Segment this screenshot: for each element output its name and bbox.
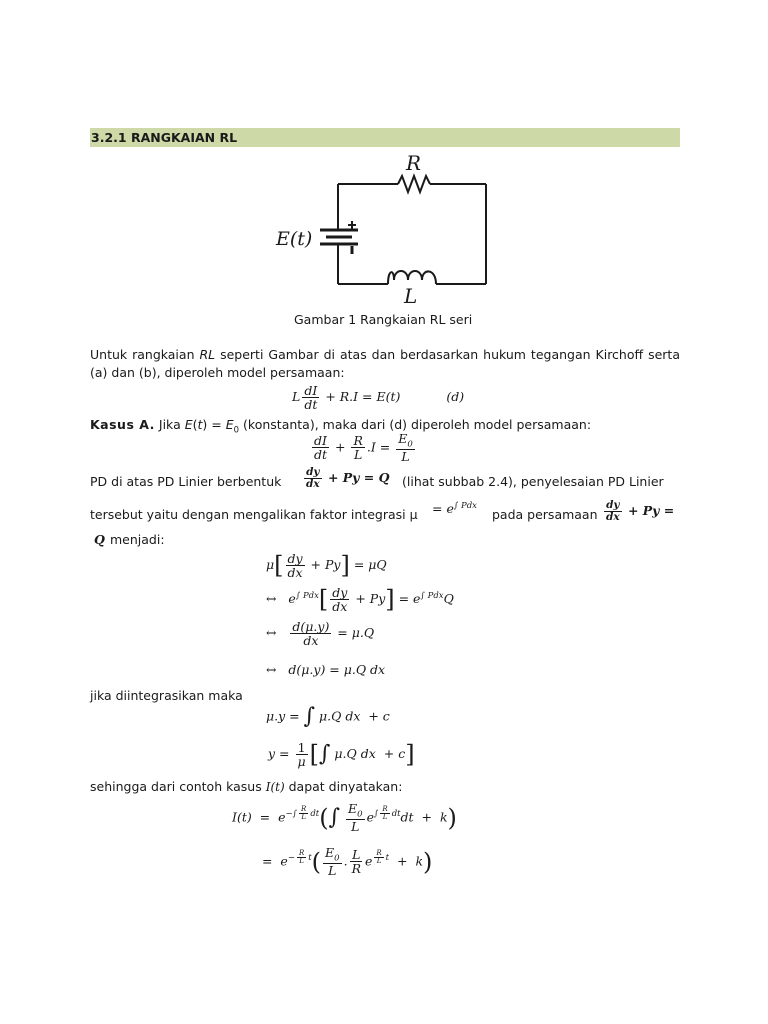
symbol-i-t: I(t) — [265, 780, 285, 794]
pd-line-1-right: (lihat subbab 2.4), penyelesaian PD Linier — [402, 474, 664, 489]
equation-tag: (d) — [446, 389, 465, 405]
label-l: L — [404, 284, 418, 308]
derivation-line-2: ↔ $e^{\int Pdx}$[ $\frac{dy}{dx}$ + $Py] = e^{\int Pdx}Q$ — [266, 585, 454, 615]
text-subscript: 0 — [233, 425, 240, 436]
resistor-symbol — [398, 176, 430, 192]
pd-line-2-mid: pada persamaan — [492, 507, 598, 522]
pd-line-1-left: PD di atas PD Linier berbentuk — [90, 474, 282, 489]
text-run-italic: RL — [199, 347, 216, 362]
figure-caption: Gambar 1 Rangkaian RL seri — [294, 312, 473, 327]
text-run: dapat dinyatakan: — [284, 779, 403, 794]
solution-line-1: $I(t) = e^{-\int \frac{R}{L} dt}(\int$ $\frac{E_0}{L}$ $e^{\int \frac{R}{L} dt}dt + k$) — [232, 801, 457, 835]
pd-form-equation: $\frac{dy}{dx}$ + Py = Q — [306, 466, 390, 491]
integral-line-1: μ.y = ∫ μ.Q dx + c — [266, 704, 390, 729]
text-run: ( — [192, 417, 198, 432]
text-run: (konstanta), maka dari (d) diperoleh model persamaan: — [239, 417, 592, 432]
integration-factor: = $e^{\int Pdx}$ — [432, 501, 477, 517]
text-run: sehingga dari contoh kasus — [90, 779, 266, 794]
section-heading: 3.2.1 RANGKAIAN RL — [90, 128, 680, 147]
kasus-label: Kasus A. — [90, 417, 155, 432]
equation-d: L $\frac{dI}{dt}$ + R.I = E(t) (d) — [292, 383, 465, 413]
paragraph-intro — [90, 346, 680, 382]
rl-circuit-diagram — [270, 150, 500, 310]
equation-kasus-a: $\frac{dI}{dt}$ + $\frac{R}{L}$ .I = $\frac{E_0}{L}$ — [314, 431, 413, 465]
inductor-symbol — [388, 271, 436, 284]
derivation-line-4: ↔ d(μ.y) = μ.Q dx — [266, 662, 386, 677]
text-run-italic: E — [184, 417, 193, 432]
text-run: seperti Gambar di atas dan berdasarkan hukum tegangan Kirchoff serta (a) dan (b), diperoleh model persamaan: — [90, 347, 680, 380]
text-jika: jika diintegrasikan maka — [90, 688, 243, 703]
label-r: R — [406, 151, 422, 175]
solution-line-2: = $e^{- \frac{R}{L} t}$( $\frac{E_0}{L}$ . $\frac{L}{R}$ e $^{\frac{R}{L} t}$ + k) — [262, 845, 433, 879]
pd-form-equation-2: $\frac{dy}{dx}$ + Py = — [606, 499, 675, 524]
text-run: Untuk rangkaian — [90, 347, 200, 362]
derivation-line-3: ↔ $\frac{d(\mu.y)}{dx}$ = μ.Q — [266, 619, 375, 649]
text-run-italic: t — [197, 417, 203, 432]
pd-line-2-left: tersebut yaitu dengan mengalikan faktor integrasi μ — [90, 507, 418, 522]
text-run: Jika — [154, 417, 185, 432]
integral-line-2: y = $\frac{1}{\mu}$ [∫ μ.Q dx + c] — [268, 740, 415, 770]
paragraph-sehingga — [90, 778, 680, 796]
text-run-italic: E — [225, 417, 234, 432]
label-e: E(t) — [276, 228, 313, 250]
pd-q-symbol: Q — [94, 532, 105, 547]
text-run: ) = — [202, 417, 226, 432]
derivation-line-1: μ[ $\frac{dy}{dx}$ + Py] = μQ — [266, 551, 387, 581]
pd-line-3: menjadi: — [110, 532, 165, 547]
